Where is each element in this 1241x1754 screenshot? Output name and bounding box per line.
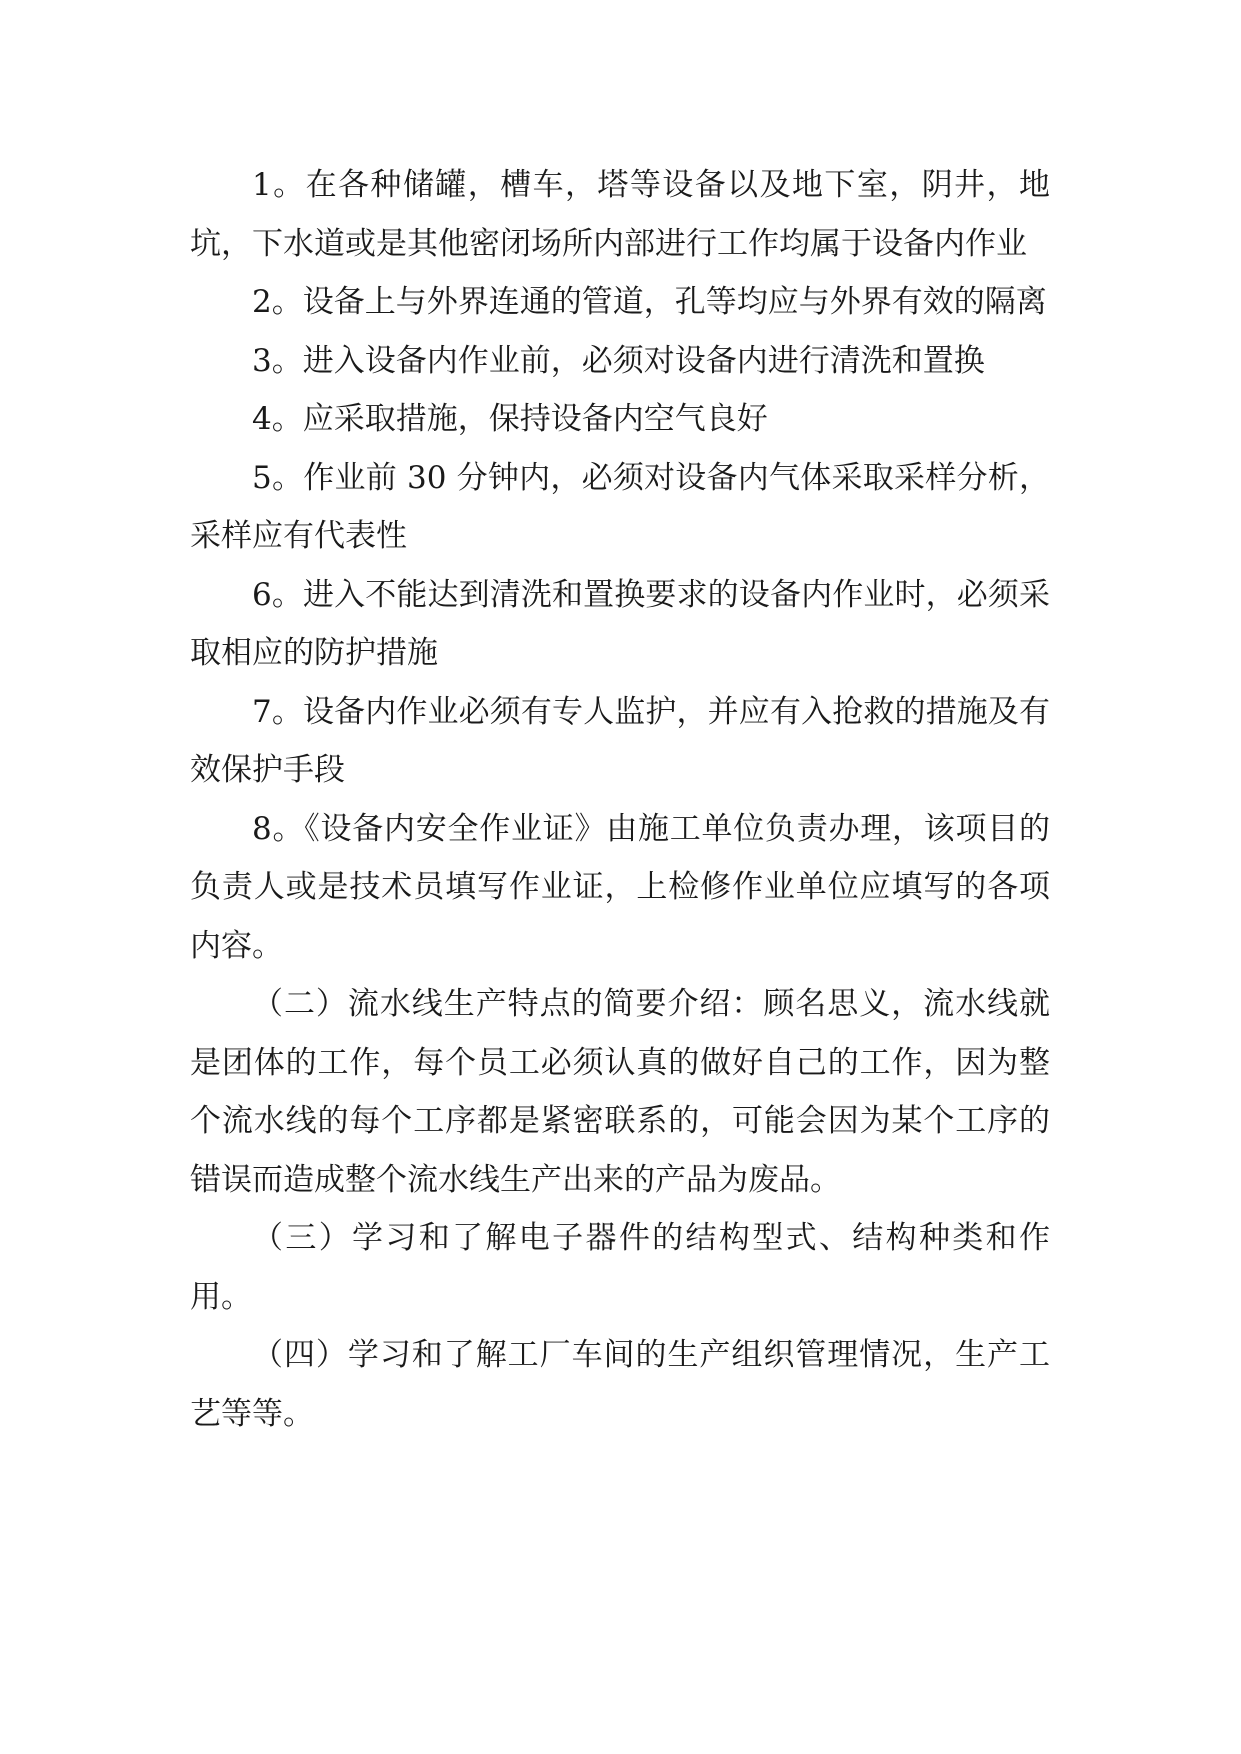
paragraph-section-2: （二）流水线生产特点的简要介绍：顾名思义，流水线就是团体的工作，每个员工必须认真的做好自己的工作，因为整个流水线的每个工序都是紧密联系的，可能会因为某个工序的错误而造成整个流水线生产出来的产品为废品。: [190, 986, 1050, 1198]
paragraph-item-5: 5。作业前 30 分钟内，必须对设备内气体采取采样分析，采样应有代表性: [190, 459, 1050, 554]
paragraph-item-4: 4。应采取措施，保持设备内空气良好: [252, 401, 768, 437]
paragraph-item-3: 3。进入设备内作业前，必须对设备内进行清洗和置换: [252, 342, 985, 379]
paragraph-section-3: （三）学习和了解电子器件的结构型式、结构种类和作用。: [190, 1220, 1050, 1315]
paragraph-item-2: 2。设备上与外界连通的管道，孔等均应与外界有效的隔离: [252, 284, 1047, 320]
paragraph-item-8: 8。《设备内安全作业证》由施工单位负责办理，该项目的负责人或是技术员填写作业证，上检修作业单位应填写的各项内容。: [190, 810, 1050, 964]
paragraph-item-7: 7。设备内作业必须有专人监护，并应有入抢救的措施及有效保护手段: [190, 693, 1050, 788]
paragraph-item-1: 1。在各种储罐，槽车，塔等设备以及地下室，阴井，地坑，下水道或是其他密闭场所内部进行工作均属于设备内作业: [190, 167, 1050, 262]
paragraph-item-6: 6。进入不能达到清洗和置换要求的设备内作业时，必须采取相应的防护措施: [190, 576, 1050, 671]
document-body: [190, 156, 1050, 1443]
paragraph-section-4: （四）学习和了解工厂车间的生产组织管理情况，生产工艺等等。: [190, 1337, 1050, 1432]
